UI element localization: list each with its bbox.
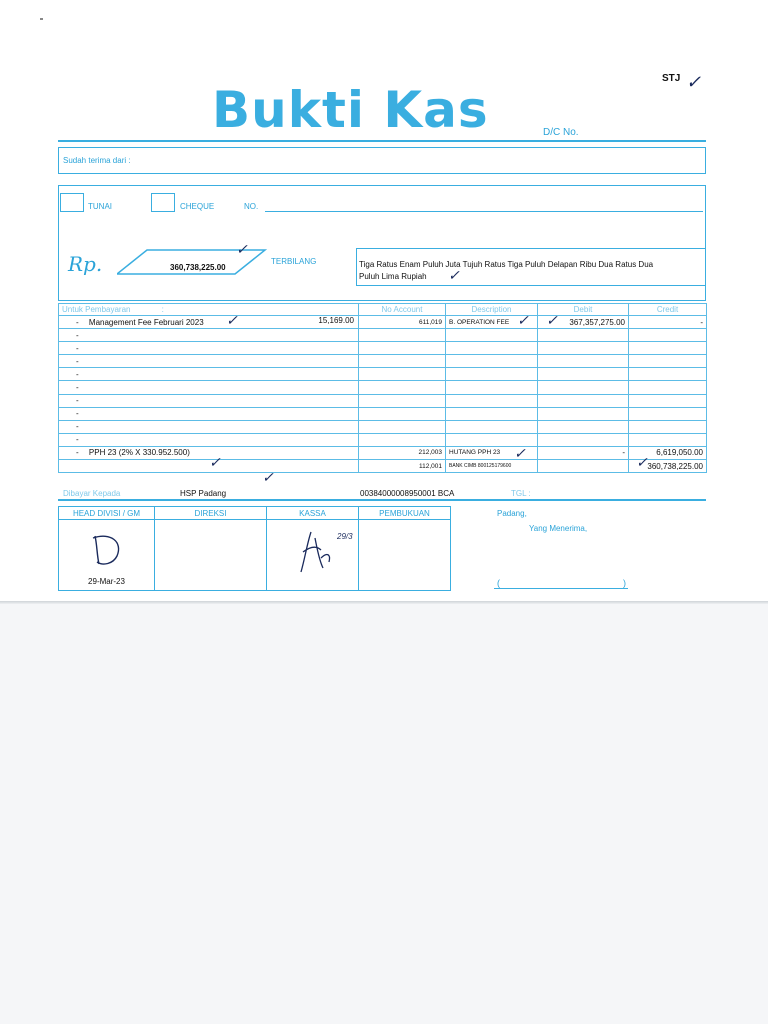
sig-header-pembukuan: PEMBUKUAN bbox=[359, 507, 451, 520]
header-divider bbox=[58, 140, 706, 142]
table-row bbox=[59, 316, 707, 329]
row-item-text: Management Fee Februari 2023 bbox=[88, 317, 204, 327]
row-dash: - bbox=[76, 356, 79, 366]
bank-credit: 360,738,225.00 bbox=[629, 460, 707, 473]
table-row bbox=[59, 329, 707, 342]
check-mark-icon: ✓ bbox=[636, 455, 648, 471]
cheque-no-line bbox=[265, 211, 703, 212]
receiver-sign-line bbox=[494, 588, 628, 589]
row-dash: - bbox=[76, 383, 79, 393]
table-row bbox=[59, 368, 707, 381]
table-row bbox=[59, 460, 707, 473]
check-mark-icon: ✓ bbox=[209, 455, 221, 471]
row-dash: - bbox=[76, 343, 79, 353]
page-edge bbox=[0, 601, 768, 604]
table-row bbox=[59, 394, 707, 407]
scan-speck bbox=[40, 18, 43, 20]
table-row bbox=[59, 433, 707, 446]
kassa-date-note: 29/3 bbox=[337, 532, 353, 541]
row-dash: - bbox=[76, 435, 79, 445]
pph-credit: 6,619,050.00 bbox=[629, 446, 707, 459]
col-header-description: Description bbox=[446, 304, 538, 316]
pph-account: 212,003 bbox=[359, 446, 446, 459]
sig-date: 29-Mar-23 bbox=[88, 577, 125, 586]
place-label: Padang, bbox=[497, 509, 527, 518]
table-row bbox=[59, 420, 707, 433]
row-dash: - bbox=[76, 369, 79, 379]
paid-to-divider bbox=[58, 499, 706, 501]
cheque-no-label: NO. bbox=[244, 202, 259, 211]
received-from-box bbox=[58, 147, 706, 174]
row-dash: - bbox=[76, 422, 79, 432]
terbilang-label: TERBILANG bbox=[271, 257, 317, 266]
receiver-label: Yang Menerima, bbox=[529, 524, 588, 533]
tunai-label: TUNAI bbox=[88, 202, 112, 211]
row-dash: - bbox=[76, 317, 79, 327]
table-header-row bbox=[59, 304, 707, 316]
check-mark-icon: ✓ bbox=[226, 313, 238, 329]
row-dash: - bbox=[76, 396, 79, 406]
cheque-checkbox[interactable] bbox=[151, 193, 175, 212]
row-description: B. OPERATION FEE bbox=[446, 316, 538, 329]
col-header-untuk-pembayaran: Untuk Pembayaran : bbox=[59, 304, 359, 316]
table-row bbox=[59, 355, 707, 368]
signature-table bbox=[58, 506, 451, 591]
tgl-label: TGL : bbox=[511, 489, 531, 498]
sig-pembukuan-cell bbox=[359, 520, 451, 591]
col-header-credit: Credit bbox=[629, 304, 707, 316]
stj-label: STJ bbox=[662, 73, 681, 84]
sig-header-direksi: DIREKSI bbox=[155, 507, 267, 520]
sig-direksi-cell bbox=[155, 520, 267, 591]
row-debit: 367,357,275.00 bbox=[538, 316, 629, 329]
pph-item-text: PPH 23 (2% X 330.952.500) bbox=[88, 448, 190, 458]
rp-label: Rp. bbox=[68, 252, 103, 276]
row-dash: - bbox=[76, 330, 79, 340]
paid-to-label: Dibayar Kepada bbox=[63, 489, 121, 498]
paid-to-name: HSP Padang bbox=[180, 489, 227, 498]
row-credit: - bbox=[629, 316, 707, 329]
bank-description: BANK CIMB 800125179600 bbox=[446, 460, 538, 473]
table-row bbox=[59, 407, 707, 420]
check-mark-icon: ✓ bbox=[514, 446, 526, 462]
transaction-table bbox=[58, 303, 707, 473]
check-mark-icon: ✓ bbox=[236, 242, 248, 258]
table-row bbox=[59, 342, 707, 355]
head-divisi-signature bbox=[87, 530, 127, 570]
bank-account: 112,001 bbox=[359, 460, 446, 473]
row-dash: - bbox=[76, 448, 79, 458]
dc-no-label: D/C No. bbox=[543, 127, 579, 138]
row-dash: - bbox=[76, 409, 79, 419]
sig-header-kassa: KASSA bbox=[267, 507, 359, 520]
pph-debit: - bbox=[538, 446, 629, 459]
voucher-title: Bukti Kas bbox=[212, 81, 489, 139]
tunai-checkbox[interactable] bbox=[60, 193, 84, 212]
col-header-no-account: No Account bbox=[359, 304, 446, 316]
amount-value: 360,738,225.00 bbox=[170, 263, 226, 272]
pph-description: HUTANG PPH 23 bbox=[446, 446, 538, 459]
received-from-label: Sudah terima dari : bbox=[63, 156, 131, 165]
check-mark-icon: ✓ bbox=[448, 268, 460, 284]
receiver-open-paren: ( bbox=[497, 578, 500, 588]
row-item-amount: 15,169.00 bbox=[318, 316, 354, 325]
terbilang-line-1: Tiga Ratus Enam Puluh Juta Tujuh Ratus Tiga Puluh Delapan Ribu Dua Ratus Dua bbox=[359, 260, 654, 269]
sig-kassa-cell bbox=[267, 520, 359, 591]
cheque-label: CHEQUE bbox=[180, 202, 215, 211]
col-header-debit: Debit bbox=[538, 304, 629, 316]
sig-head-divisi-cell bbox=[59, 520, 155, 591]
terbilang-line-2: Puluh Lima Rupiah bbox=[359, 272, 427, 281]
row-account: 611,019 bbox=[359, 316, 446, 329]
check-mark-icon: ✓ bbox=[546, 313, 558, 329]
sig-header-head-divisi: HEAD DIVISI / GM bbox=[59, 507, 155, 520]
receiver-close-paren: ) bbox=[623, 578, 626, 588]
check-mark-icon: ✓ bbox=[517, 313, 529, 329]
check-mark-icon: ✓ bbox=[262, 470, 274, 486]
row-item-cell bbox=[59, 313, 359, 329]
table-row bbox=[59, 381, 707, 394]
paid-to-account: 00384000008950001 BCA bbox=[360, 489, 455, 498]
table-row bbox=[59, 446, 707, 459]
check-mark-icon: ✓ bbox=[686, 72, 702, 93]
